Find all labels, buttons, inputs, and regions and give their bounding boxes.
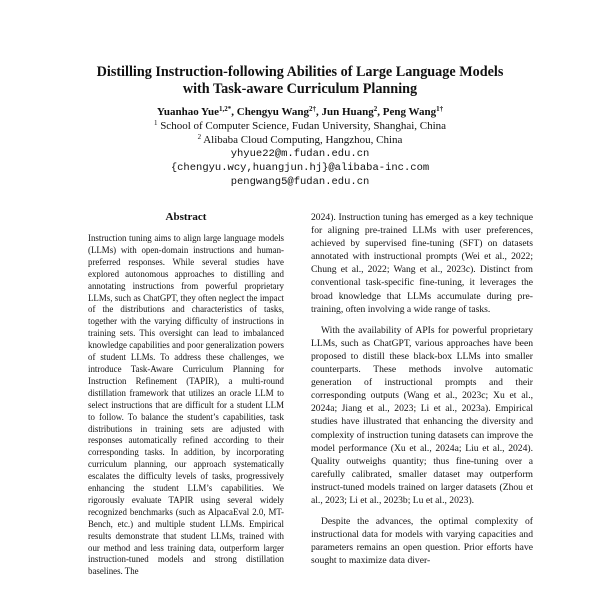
affiliation-2 <box>60 133 540 147</box>
author-sup: 1,2* <box>219 105 232 113</box>
author-sup: 2† <box>309 105 316 113</box>
email-1[interactable]: yhyue22@m.fudan.edu.cn <box>230 148 370 160</box>
author-name: Yuanhao Yue <box>156 106 219 118</box>
author-name: Chengyu Wang <box>236 106 309 118</box>
body-paragraph-1: 2024). Instruction tuning has emerged as a key technique for aligning pre-trained LLMs with user preferences, achieved by supervised fine-tuning (SFT) on datasets annotated with instructional prompts (Wei et al., 2022; Chung et al., 2022; Wang et al., 2023c). Distinct from conventional task-specific fine-tuning, it leverages the broad knowledge that LLMs accumulate during pre-training, often involving a wide range of tasks. <box>311 212 533 315</box>
author-sup: 2 <box>373 105 378 113</box>
abstract-section <box>88 211 284 578</box>
abstract-part-1: Instruction tuning aims to align large language models (LLMs) with open-domain instructions and human-preferred responses. While several studies have explored autonomous approaches to distilling and annotating instructions from powerful proprietary LLMs, such as ChatGPT, they often neglect the impact of the distributions and characteristics of tasks, together with the varying difficulty of instructions in training sets. This oversight can lead to imbalanced knowledge capabilities and poor generalization powers of student LLMs. To address these challenges, we introduce <box>88 233 284 374</box>
title-line-1: Distilling Instruction-following Abilities of Large Language Models <box>96 64 504 80</box>
title-line-2: with Task-aware Curriculum Planning <box>182 81 418 97</box>
abstract-heading: Abstract <box>165 211 207 223</box>
email-2[interactable]: {chengyu.wcy,huangjun.hj}@alibaba-inc.com <box>170 162 430 174</box>
abstract-part-2: , a multi-round distillation framework that utilizes an oracle LLM to select instructions that are difficult for a student LLM to follow. To balance the student’s capabilities, task distributions in training sets are adjusted with responses automatically refined according to their corresponding tasks. In addition, by incorporating curriculum planning, our approach systematically escalates the difficulty levels of tasks, progressively enhancing the student LLM’s capabilities. We rigorously evaluate TAPIR using several widely recognized benchmarks (such as AlpacaEval 2.0, MT-Bench, etc.) and multiple student LLMs. Empirical results demonstrate that student LLMs, trained with our method and less training data, outperform larger instruction-tuned models and strong distillation baselines. The <box>88 375 284 577</box>
paper-title <box>60 64 540 98</box>
body-paragraph-3: Despite the advances, the optimal complexity of instructional data for models with varying capacities and parameters remains an open question. Prior efforts have sought to maximize data diver- <box>311 516 533 567</box>
author-name: Jun Huang <box>321 106 374 118</box>
affiliation-text: Alibaba Cloud Computing, Hangzhou, China <box>203 134 403 146</box>
affiliation-sup: 2 <box>197 133 202 141</box>
body-paragraph-2: With the availability of APIs for powerful proprietary LLMs, such as ChatGPT, various approaches have been proposed to distill these black-box LLMs into smaller counterparts. These methods involve automatic generation of instructional prompts and their corresponding outputs (Wang et al., 2023c; Xu et al., 2024a; Jiang et al., 2023; Li et al., 2023a). Empirical studies have illustrated that enhancing the diversity and complexity of instruction tuning datasets can improve the model performance (Xu et al., 2024a; Liu et al., 2024). Quality outweighs quantity; thus fine-tuning over a carefully calibrated, smaller dataset may outperform instruct-tuned models trained on larger datasets (Zhou et al., 2023; Li et al., 2023b; Lu et al., 2023). <box>311 324 533 506</box>
affiliation-1 <box>60 119 540 133</box>
author-name: Peng Wang <box>382 106 437 118</box>
author-block <box>60 105 540 189</box>
affiliation-sup: 1 <box>153 119 158 127</box>
affiliation-text: School of Computer Science, Fudan University, Shanghai, China <box>160 120 447 132</box>
introduction-column <box>311 211 533 567</box>
author-list: Yuanhao Yue$^{1,2*}$, Chengyu Wang$^{2\dagger}$, Jun Huang$^2$, Peng Wang$^{1\dagger}$ <box>156 105 444 118</box>
author-sup: 1† <box>436 105 444 113</box>
framework-name: Task-Aware Curriculum Planning for Instruction Refinement (TAPIR) <box>88 363 284 386</box>
email-3[interactable]: pengwang5@fudan.edu.cn <box>230 176 370 188</box>
abstract-text <box>88 233 284 578</box>
